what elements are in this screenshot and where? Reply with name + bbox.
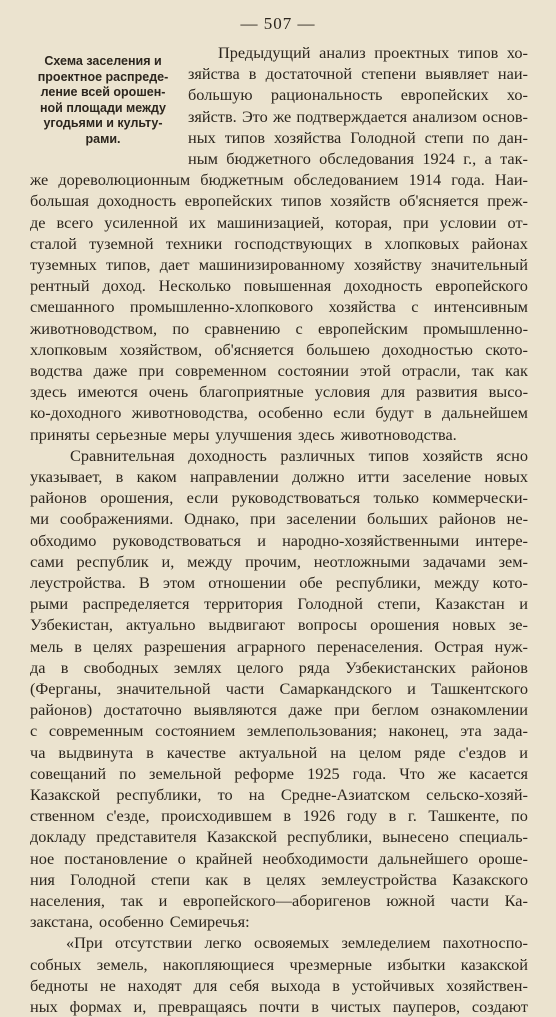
text-line: ко-доходного животноводства, особенно если будут в дальнейшем (30, 403, 528, 423)
text-line: Узбекистан, актуально выдвигают вопросы орошения новых зе- (30, 615, 528, 635)
text-line: сталой туземной техники господствующих в хлопковых районах (30, 233, 528, 253)
text-line: рентный доход. Несколько повышенная доходность европейского (30, 276, 528, 296)
text-line: водства даже при современном состоянии этой отрасли, так как (30, 361, 528, 380)
text-line: ча выдвинута в качестве актуальной на целом ряде с'ездов и (30, 742, 528, 762)
text-line: рыми распределяется территория Голодной степи, Казакстан и (30, 594, 528, 614)
text-line: «При отсутствии легко освояемых земледелием пахотноспо- (66, 933, 528, 953)
text-line: животноводством, по сравнению с европейским промышленно- (30, 318, 528, 338)
text-line: хлопковым хозяйством, об'ясняется большею доходностью ското- (30, 339, 528, 359)
text-line: районов орошения, если руководствоваться только коммерчески- (30, 488, 528, 508)
side-heading-line: Схема заселения и (44, 54, 162, 68)
side-heading-line: проектное распреде- (37, 69, 169, 84)
text-line: населения, так и европейского—аборигенов южной части Ка- (30, 891, 528, 910)
text-line: собных земель, накопляющиеся чрезмерные избытки казакской (30, 954, 528, 974)
text-line: Сравнительная доходность различных типов хозяйств ясно (70, 445, 528, 465)
side-heading-line: ление всей орошен- (40, 85, 166, 100)
text-line: зяйства в достаточной степени выявляет наи- (188, 64, 528, 84)
side-heading-line: угодьями и культу- (43, 116, 163, 131)
text-line: ственном с'езде, происходившем в 1926 году в г. Ташкенте, по (30, 806, 528, 826)
text-line: леустройства. В этом отношении обе республики, между кото- (30, 573, 528, 592)
text-line: ное постановление о крайней необходимости дальнейшего ороше- (30, 848, 528, 868)
side-heading (28, 54, 178, 148)
text-line: ми соображениями. Однако, при заселении больших районов не- (30, 509, 528, 529)
text-line: большую рациональность европейских хо- (188, 85, 528, 105)
text-line: мель в целях разрешения аграрного перенаселения. Острая нуж- (30, 636, 528, 656)
text-line: туземных типов, дает машинизированному хозяйству значительный (30, 255, 528, 274)
text-line: Казакской республики, то на Средне-Азиатском сельско-хозяй- (30, 785, 528, 804)
text-line: здесь имеются очень благоприятные условия для развития высо- (30, 382, 528, 402)
text-line: приняты серьезные меры улучшения здесь животноводства. (30, 424, 457, 444)
text-line: докладу представителя Казакской республики, вынесено специаль- (30, 827, 528, 847)
text-line: совещаний по земельной реформе 1925 года. Что же касается (30, 763, 528, 783)
side-heading-line: ной площади между (40, 100, 166, 115)
text-line: да в свободных землях целого ряда Узбекистанских районов (30, 657, 528, 677)
text-line: ния Голодной степи как в целях землеустройства Казакского (30, 869, 528, 889)
text-line: ных формах и, превращаясь почти в чистых пауперов, создают (30, 997, 528, 1016)
text-line: бедноты не находят для себя выхода в устойчивых хозяйствен- (30, 975, 528, 995)
text-line: ных типов хозяйства Голодной степи по дан- (188, 127, 528, 147)
text-line: сами республик и, между прочим, неотложными задачами зем- (30, 551, 528, 571)
text-line: (Ферганы, значительной части Самаркандского и Ташкентского (30, 679, 528, 698)
side-heading-line: рами. (85, 131, 121, 146)
text-line: Предыдущий анализ проектных типов хо- (218, 43, 528, 62)
text-line: обходимо руководствоваться и народно-хозяйственными интере- (30, 530, 528, 550)
text-line: закстана, особенно Семиречья: (30, 912, 250, 932)
page-number: — 507 — (240, 14, 316, 33)
text-line: смешанного промышленно-хлопкового хозяйства с интенсивным (30, 297, 528, 317)
text-line: зяйств. Это же подтверждается анализом основ- (188, 106, 528, 126)
text-line: большая доходность европейских типов хозяйств об'ясняется преж- (30, 191, 528, 211)
text-line: де всего усиленной их машинизацией, которая, при условии от- (30, 212, 528, 232)
text-line: же дореволюционным бюджетным обследованием 1914 года. Наи- (30, 170, 528, 190)
text-line: районов) достаточно выявляются даже при беглом ознакомлении (30, 700, 528, 720)
text-line: ным бюджетного обследования 1924 г., а так- (188, 149, 528, 168)
text-line: с современным состоянием землепользования; наконец, эта зада- (30, 721, 528, 741)
text-line: указывает, в каком направлении должно итти заселение новых (30, 467, 528, 486)
